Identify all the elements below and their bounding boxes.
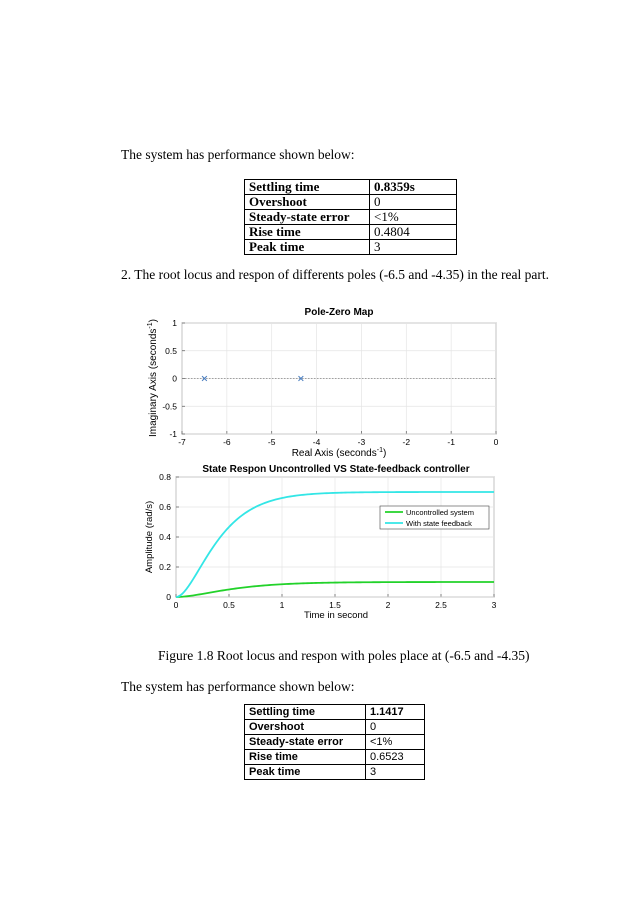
x-tick-label: -6 [223, 437, 231, 447]
legend [380, 506, 489, 529]
y-tick-label: -0.5 [162, 401, 177, 412]
table-cell-value: 0 [370, 195, 457, 210]
table-cell-label: Overshoot [245, 195, 370, 210]
x-tick-label: 0.5 [223, 600, 235, 610]
x-tick-label: -4 [312, 437, 321, 447]
table-cell-label: Settling time [245, 705, 366, 720]
y-tick-label: 0 [172, 373, 177, 384]
legend-label: With state feedback [406, 519, 472, 528]
y-axis-label: Amplitude (rad/s) [144, 500, 155, 574]
chart-title: State Respon Uncontrolled VS State-feedback controller [202, 464, 470, 475]
y-tick-label: 0.8 [159, 472, 171, 482]
table-cell-value: 0 [366, 720, 425, 735]
x-axis-label: Real Axis (seconds$^{-1}$) [291, 447, 387, 459]
y-axis-label: Imaginary Axis (seconds$^{-1}$) [147, 319, 159, 437]
table-cell-label: Rise time [245, 225, 370, 240]
y-tick-label: 0 [166, 592, 171, 602]
intro-text-1: The system has performance shown below: [121, 147, 355, 162]
table-cell-label: Rise time [245, 750, 366, 765]
x-tick-label: 0 [493, 437, 499, 447]
x-tick-label: -3 [357, 437, 366, 447]
x-tick-label: -7 [178, 437, 186, 447]
table-cell-value: 0.6523 [366, 750, 425, 765]
x-tick-label: 2.5 [435, 600, 447, 610]
y-tick-label: 0.4 [159, 532, 171, 542]
intro-text-2: The system has performance shown below: [121, 679, 355, 694]
table-cell-value: 1.1417 [366, 705, 425, 720]
table-row [245, 765, 425, 780]
y-tick-label: -1 [169, 429, 177, 439]
table-cell-label: Steady-state error [245, 210, 370, 225]
x-axis-label: Time in second [303, 610, 369, 621]
performance-table-2 [244, 704, 425, 780]
performance-table-1 [244, 179, 457, 255]
table-cell-value: <1% [370, 210, 457, 225]
x-tick-label: 1.5 [329, 600, 341, 610]
figure-caption: Figure 1.8 Root locus and respon with poles place at (-6.5 and -4.35) [158, 648, 530, 663]
table-row [245, 225, 457, 240]
x-tick-label: -5 [267, 437, 276, 447]
table-cell-value: 0.4804 [370, 225, 457, 240]
table-cell-value: <1% [366, 735, 425, 750]
table-row [245, 705, 425, 720]
state-response-chart [140, 458, 510, 623]
table-row [245, 750, 425, 765]
numbered-item-2: 2. The root locus and respon of differents poles (-6.5 and -4.35) in the real part. [121, 267, 550, 282]
table-cell-label: Overshoot [245, 720, 366, 735]
legend-label: Uncontrolled system [406, 508, 474, 517]
table-row [245, 180, 457, 195]
table-row [245, 195, 457, 210]
table-cell-label: Steady-state error [245, 735, 366, 750]
table-row [245, 210, 457, 225]
table-cell-value: 3 [366, 765, 425, 780]
table-row [245, 240, 457, 255]
y-tick-label: 0.5 [165, 345, 177, 356]
table-cell-label: Peak time [245, 765, 366, 780]
pole-zero-map-chart [140, 298, 510, 468]
table-row [245, 735, 425, 750]
y-tick-label: 0.2 [159, 562, 171, 572]
x-tick-label: -2 [402, 437, 411, 447]
x-tick-label: 0 [173, 600, 179, 610]
x-tick-label: 1 [279, 600, 285, 610]
table-cell-label: Settling time [245, 180, 370, 195]
table-cell-label: Peak time [245, 240, 370, 255]
x-tick-label: 2 [385, 600, 391, 610]
table-row [245, 720, 425, 735]
table-cell-value: 3 [370, 240, 457, 255]
x-tick-label: -1 [447, 437, 455, 447]
y-tick-label: 0.6 [159, 502, 171, 512]
table-cell-value: 0.8359s [370, 180, 457, 195]
x-tick-label: 3 [491, 600, 497, 610]
y-tick-label: 1 [172, 318, 177, 328]
chart-title: Pole-Zero Map [304, 307, 374, 318]
